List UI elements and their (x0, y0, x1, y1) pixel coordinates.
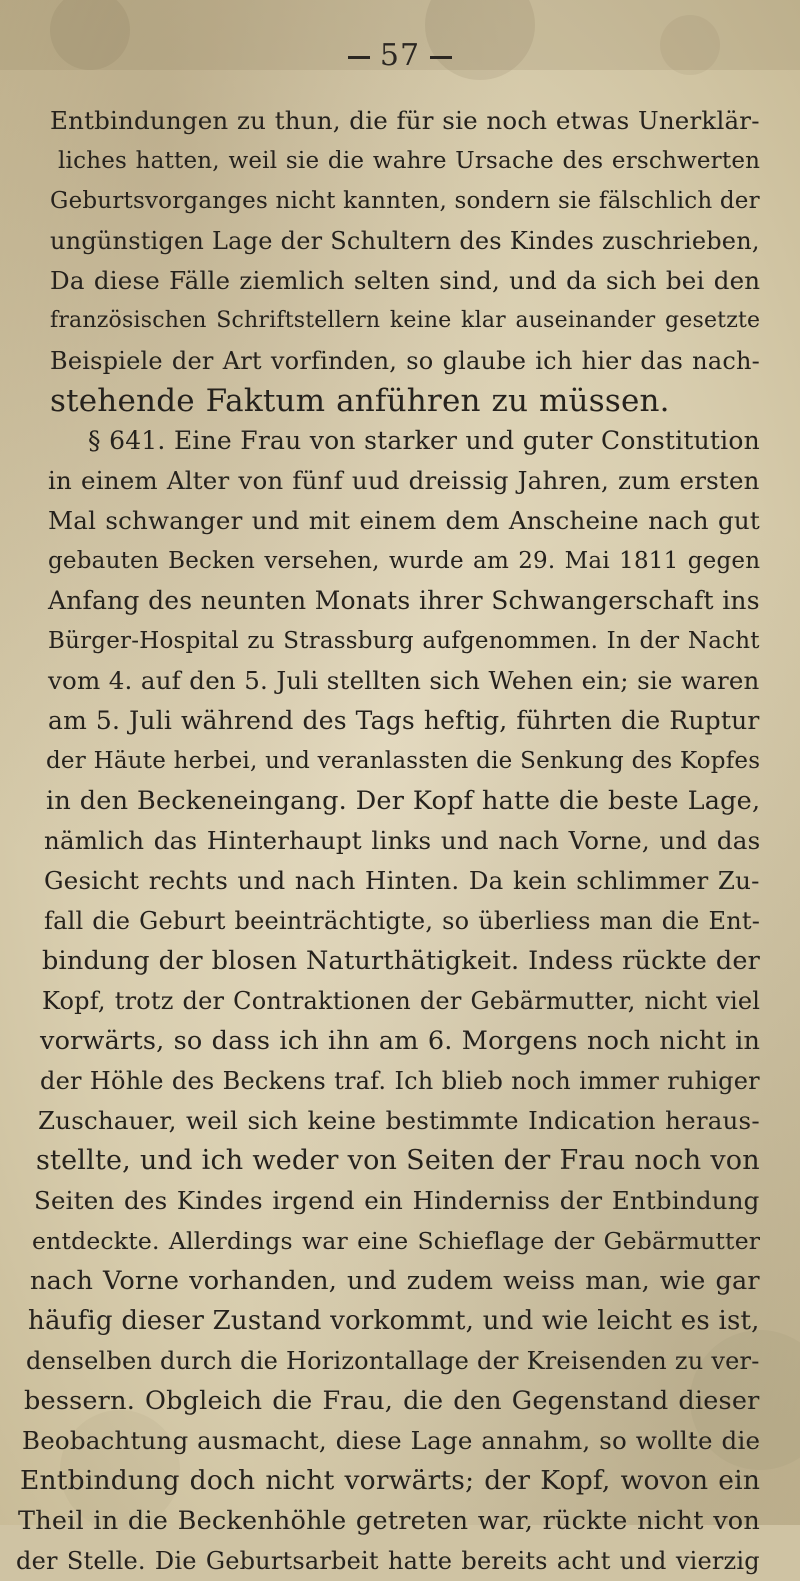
page-number: 57 (0, 38, 800, 73)
text-line: entdeckte. Allerdings war eine Schieflage der Gebärmutter (32, 1227, 761, 1255)
text-line: vorwärts, so dass ich ihn am 6. Morgens noch nicht in (40, 1026, 761, 1056)
text-line: Zuschauer, weil sich keine bestimmte Indication heraus- (38, 1106, 760, 1135)
text-line: ungünstigen Lage der Schultern des Kindes zuschrieben, (50, 227, 760, 255)
text-line: Gesicht rechts und nach Hinten. Da kein schlimmer Zu- (44, 866, 760, 895)
text-line: Mal schwanger und mit einem dem Anscheine nach gut (48, 506, 760, 535)
text-line: Geburtsvorganges nicht kannten, sondern sie fälschlich der (50, 188, 760, 214)
text-line: fall die Geburt beeinträchtigte, so überliess man die Ent- (44, 907, 761, 935)
text-line: nach Vorne vorhanden, und zudem weiss man, wie gar (30, 1266, 760, 1296)
text-line: Kopf, trotz der Contraktionen der Gebärmutter, nicht viel (42, 987, 761, 1015)
text-line: der Stelle. Die Geburtsarbeit hatte bereits acht und vierzig (16, 1547, 760, 1575)
text-line: liches hatten, weil sie die wahre Ursache des erschwerten (58, 148, 761, 174)
text-line: denselben durch die Horizontallage der Kreisenden zu ver- (26, 1347, 760, 1375)
text-line: französischen Schriftstellern keine klar auseinander gesetzte (50, 308, 761, 333)
text-line: Entbindung doch nicht vorwärts; der Kopf, wovon ein (20, 1465, 761, 1496)
text-line: stellte, und ich weder von Seiten der Frau noch von (36, 1145, 760, 1176)
text-line: § 641. Eine Frau von starker und guter Constitution (88, 426, 760, 455)
text-line: in einem Alter von fünf uud dreissig Jahren, zum ersten (48, 466, 760, 495)
text-line: Bürger-Hospital zu Strassburg aufgenommen. In der Nacht (48, 628, 760, 654)
text-line: Seiten des Kindes irgend ein Hinderniss der Entbindung (34, 1186, 760, 1215)
text-line: Da diese Fälle ziemlich selten sind, und da sich bei den (50, 266, 761, 295)
text-line: vom 4. auf den 5. Juli stellten sich Wehen ein; sie waren (48, 666, 760, 695)
text-line: Theil in die Beckenhöhle getreten war, rückte nicht von (18, 1506, 760, 1536)
text-line: bindung der blosen Naturthätigkeit. Indess rückte der (42, 946, 761, 976)
text-line: häufig dieser Zustand vorkommt, und wie leicht es ist, (28, 1306, 760, 1336)
text-line: am 5. Juli während des Tags heftig, führten die Ruptur (48, 706, 760, 735)
text-line: bessern. Obgleich die Frau, die den Gegenstand dieser (24, 1386, 760, 1416)
text-line: Entbindungen zu thun, die für sie noch etwas Unerklär- (50, 106, 760, 135)
text-line: der Höhle des Beckens traf. Ich blieb noch immer ruhiger (40, 1067, 760, 1095)
text-line: Anfang des neunten Monats ihrer Schwangerschaft ins (48, 586, 760, 615)
text-line: der Häute herbei, und veranlassten die Senkung des Kopfes (46, 748, 761, 774)
text-line: Beobachtung ausmacht, diese Lage annahm, so wollte die (22, 1426, 761, 1455)
text-line: gebauten Becken versehen, wurde am 29. Mai 1811 gegen (48, 548, 761, 574)
text-line: nämlich das Hinterhaupt links und nach Vorne, und das (44, 826, 761, 855)
text-line: in den Beckeneingang. Der Kopf hatte die beste Lage, (46, 786, 761, 816)
text-line: stehende Faktum anführen zu müssen. (50, 383, 670, 419)
text-line: Beispiele der Art vorfinden, so glaube ich hier das nach- (50, 347, 760, 375)
